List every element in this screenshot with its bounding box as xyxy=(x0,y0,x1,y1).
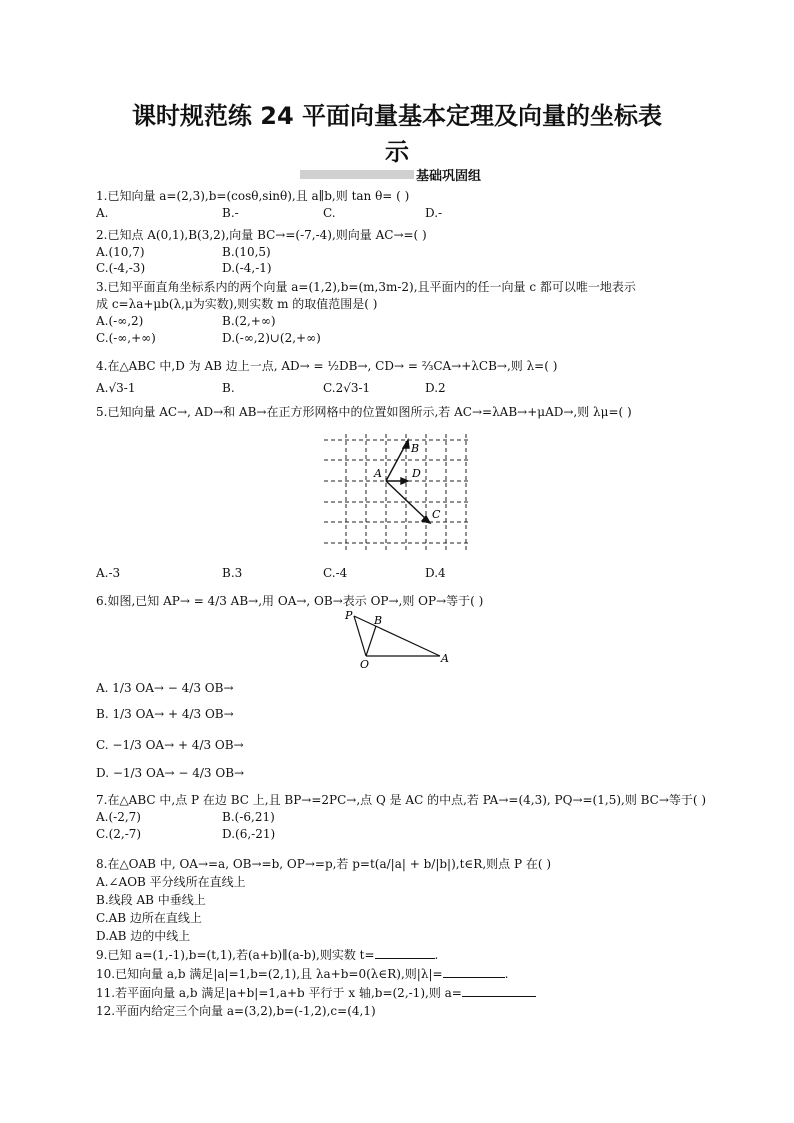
question-8: 8.在△OAB 中, OA→=a, OB→=b, OP→=p,若 p=t(a/|a| + b/|b|),t∈R,则点 P 在( ) xyxy=(96,857,552,871)
question-4: 4.在△ABC 中,D 为 AB 边上一点, AD→ = ½DB→, CD→ = ⅔CA→+λCB→,则 λ=( ) xyxy=(96,359,558,373)
q5-grid-figure xyxy=(322,432,472,552)
q7-option-b[interactable]: B.(-6,21) xyxy=(222,810,275,824)
q3-option-d[interactable]: D.(-∞,2)∪(2,+∞) xyxy=(222,331,321,345)
q6-option-d[interactable]: D. −1/3 OA→ − 4/3 OB→ xyxy=(96,766,245,780)
q2-option-a[interactable]: A.(10,7) xyxy=(96,245,145,259)
segment-po xyxy=(354,616,366,656)
question-11 xyxy=(96,984,536,1001)
section-bar xyxy=(300,170,414,179)
q5-option-a[interactable]: A.-3 xyxy=(96,566,121,580)
question-9-text: 9.已知 a=(1,-1),b=(t,1),若(a+b)∥(a-b),则实数 t= xyxy=(96,948,375,962)
vector-ac xyxy=(386,481,428,521)
label-p: P xyxy=(345,609,353,622)
label-b: B xyxy=(411,442,420,455)
q5-option-d[interactable]: D.4 xyxy=(425,566,446,580)
q3-option-b[interactable]: B.(2,+∞) xyxy=(222,314,276,328)
q4-option-d[interactable]: D.2 xyxy=(425,381,446,395)
q7-option-a[interactable]: A.(-2,7) xyxy=(96,810,141,824)
q8-option-c[interactable]: C.AB 边所在直线上 xyxy=(96,911,202,925)
q7-option-d[interactable]: D.(6,-21) xyxy=(222,827,276,841)
page-title: 课时规范练 24 平面向量基本定理及向量的坐标表 xyxy=(131,102,663,130)
label-a: A xyxy=(441,652,449,665)
label-d: D xyxy=(412,467,421,480)
question-5: 5.已知向量 AC→, AD→和 AB→在正方形网格中的位置如图所示,若 AC→=λAB→+μAD→,则 λμ=( ) xyxy=(96,405,632,419)
q2-option-d[interactable]: D.(-4,-1) xyxy=(222,261,272,275)
q4-option-b[interactable]: B. xyxy=(222,381,235,395)
section-header xyxy=(300,166,500,182)
q5-option-b[interactable]: B.3 xyxy=(222,566,243,580)
section-label: 基础巩固组 xyxy=(416,169,482,184)
q1-option-a[interactable]: A. xyxy=(96,206,109,220)
q3-option-a[interactable]: A.(-∞,2) xyxy=(96,314,144,328)
question-7: 7.在△ABC 中,点 P 在边 BC 上,且 BP→=2PC→,点 Q 是 AC 的中点,若 PA→=(4,3), PQ→=(1,5),则 BC→等于( ) xyxy=(96,793,707,807)
question-3-line2: 成 c=λa+μb(λ,μ为实数),则实数 m 的取值范围是( ) xyxy=(96,297,378,311)
label-c: C xyxy=(432,508,441,521)
q7-option-c[interactable]: C.(2,-7) xyxy=(96,827,142,841)
question-12: 12.平面内给定三个向量 a=(3,2),b=(-1,2),c=(4,1) xyxy=(96,1004,376,1018)
question-10-text: 10.已知向量 a,b 满足|a|=1,b=(2,1),且 λa+b=0(λ∈R),则|λ|= xyxy=(96,967,443,981)
q5-option-c[interactable]: C.-4 xyxy=(323,566,348,580)
question-3-line1: 3.已知平面直角坐标系内的两个向量 a=(1,2),b=(m,3m-2),且平面内的任一向量 c 都可以唯一地表示 xyxy=(96,280,636,294)
question-6: 6.如图,已知 AP→ = 4/3 AB→,用 OA→, OB→表示 OP→,则 OP→等于( ) xyxy=(96,594,484,608)
q8-option-a[interactable]: A.∠AOB 平分线所在直线上 xyxy=(96,875,246,889)
label-o: O xyxy=(360,658,370,670)
q4-option-c[interactable]: C.2√3-1 xyxy=(323,381,371,395)
question-10: 10.已知向量 a,b 满足|a|=1,b=(2,1),且 λa+b=0(λ∈R),则|λ|= . xyxy=(96,967,509,981)
q2-option-c[interactable]: C.(-4,-3) xyxy=(96,261,146,275)
q4-option-a[interactable]: A.√3-1 xyxy=(96,381,136,395)
label-a: A xyxy=(374,467,382,480)
segment-pa xyxy=(354,616,440,656)
q1-option-c[interactable]: C. xyxy=(323,206,336,220)
segment-ob xyxy=(366,626,376,656)
q1-option-d[interactable]: D.- xyxy=(425,206,443,220)
q10-answer-blank[interactable] xyxy=(443,965,505,978)
q6-triangle-figure xyxy=(340,608,455,670)
arrow-d-icon xyxy=(401,478,408,484)
label-b: B xyxy=(374,614,383,627)
question-2: 2.已知点 A(0,1),B(3,2),向量 BC→=(-7,-4),则向量 AC→=( ) xyxy=(96,228,427,242)
q2-option-b[interactable]: B.(10,5) xyxy=(222,245,271,259)
q9-answer-blank[interactable] xyxy=(375,946,435,959)
q8-option-d[interactable]: D.AB 边的中线上 xyxy=(96,929,191,943)
q8-option-b[interactable]: B.线段 AB 中垂线上 xyxy=(96,893,206,907)
q1-option-b[interactable]: B.- xyxy=(222,206,239,220)
q11-answer-blank[interactable] xyxy=(462,984,536,997)
q6-option-a[interactable]: A. 1/3 OA→ − 4/3 OB→ xyxy=(96,681,234,695)
question-11-text: 11.若平面向量 a,b 满足|a+b|=1,a+b 平行于 x 轴,b=(2,-1),则 a= xyxy=(96,986,462,1000)
q6-option-c[interactable]: C. −1/3 OA→ + 4/3 OB→ xyxy=(96,738,244,752)
q6-option-b[interactable]: B. 1/3 OA→ + 4/3 OB→ xyxy=(96,707,234,721)
question-1: 1.已知向量 a=(2,3),b=(cosθ,sinθ),且 a∥b,则 tan θ= ( ) xyxy=(96,189,410,203)
page-title-cont: 示 xyxy=(385,138,409,166)
question-9: 9.已知 a=(1,-1),b=(t,1),若(a+b)∥(a-b),则实数 t= . xyxy=(96,948,439,962)
q3-option-c[interactable]: C.(-∞,+∞) xyxy=(96,331,156,345)
